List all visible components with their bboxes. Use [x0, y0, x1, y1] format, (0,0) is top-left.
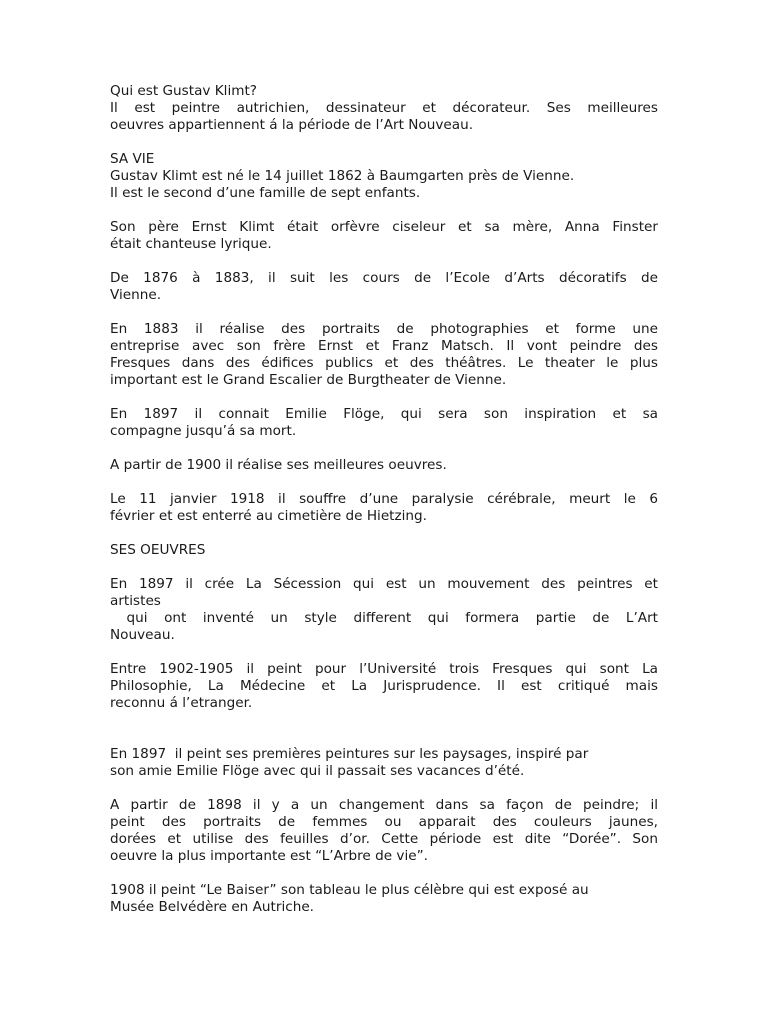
text-line: entreprise avec son frère Ernst et Franz Matsch. Il vont peindre des	[110, 338, 658, 354]
paragraph	[110, 457, 658, 474]
text-line: En 1897 il peint ses premières peintures sur les paysages, inspiré par	[110, 746, 589, 762]
text-line: Il est le second d’une famille de sept enfants.	[110, 185, 421, 201]
text-line: Entre 1902-1905 il peint pour l’Université trois Fresques qui sont La	[110, 661, 658, 677]
text-line: Musée Belvédère en Autriche.	[110, 899, 314, 915]
document-page	[110, 83, 658, 933]
oeuvres-heading-block	[110, 542, 658, 559]
text-line: Il est peintre autrichien, dessinateur et décorateur. Ses meilleures	[110, 100, 658, 116]
text-line: Philosophie, La Médecine et La Jurisprudence. Il est critiqué mais	[110, 678, 658, 694]
text-line: Le 11 janvier 1918 il souffre d’une paralysie cérébrale, meurt le 6	[110, 491, 658, 507]
text-line: oeuvres appartiennent á la période de l’Art Nouveau.	[110, 117, 474, 133]
text-line: A partir de 1900 il réalise ses meilleures oeuvres.	[110, 457, 447, 473]
document-title: Qui est Gustav Klimt?	[110, 83, 258, 99]
text-line: reconnu á l’etranger.	[110, 695, 253, 711]
text-line: février et est enterré au cimetière de Hietzing.	[110, 508, 427, 524]
paragraph	[110, 576, 658, 644]
text-line: De 1876 à 1883, il suit les cours de l’Ecole d’Arts décoratifs de	[110, 270, 658, 286]
paragraph	[110, 882, 658, 916]
section-heading-oeuvres: SES OEUVRES	[110, 542, 206, 558]
vie-first-paragraph	[110, 151, 658, 202]
text-line: Gustav Klimt est né le 14 juillet 1862 à Baumgarten près de Vienne.	[110, 168, 575, 184]
text-line: Fresques dans des édifices publics et des théâtres. Le theater le plus	[110, 355, 658, 371]
paragraph	[110, 406, 658, 440]
text-line: important est le Grand Escalier de Burgtheater de Vienne.	[110, 372, 507, 388]
paragraph	[110, 746, 658, 780]
text-line: artistes	[110, 593, 161, 609]
paragraph	[110, 219, 658, 253]
text-line: En 1897 il crée La Sécession qui est un mouvement des peintres et	[110, 576, 658, 592]
text-line: A partir de 1898 il y a un changement dans sa façon de peindre; il	[110, 797, 658, 813]
section-heading-vie: SA VIE	[110, 151, 155, 167]
paragraph	[110, 321, 658, 389]
text-line: 1908 il peint “Le Baiser” son tableau le plus célèbre qui est exposé au	[110, 882, 589, 898]
intro-paragraph	[110, 83, 658, 134]
text-line: Nouveau.	[110, 627, 175, 643]
text-line: compagne jusqu’á sa mort.	[110, 423, 297, 439]
text-line: dorées et utilise des feuilles d’or. Cette période est dite “Dorée”. Son	[110, 831, 658, 847]
paragraph	[110, 661, 658, 712]
paragraph	[110, 491, 658, 525]
text-line: était chanteuse lyrique.	[110, 236, 272, 252]
text-line: qui ont inventé un style different qui formera partie de L’Art	[110, 610, 658, 626]
text-line: En 1897 il connait Emilie Flöge, qui sera son inspiration et sa	[110, 406, 658, 422]
text-line: peint des portraits de femmes ou apparait des couleurs jaunes,	[110, 814, 658, 830]
text-line: Vienne.	[110, 287, 162, 303]
text-line: En 1883 il réalise des portraits de photographies et forme une	[110, 321, 658, 337]
text-line: oeuvre la plus importante est “L’Arbre de vie”.	[110, 848, 428, 864]
text-line: son amie Emilie Flöge avec qui il passait ses vacances d’été.	[110, 763, 525, 779]
paragraph	[110, 797, 658, 865]
paragraph	[110, 270, 658, 304]
text-line: Son père Ernst Klimt était orfèvre ciseleur et sa mère, Anna Finster	[110, 219, 658, 235]
